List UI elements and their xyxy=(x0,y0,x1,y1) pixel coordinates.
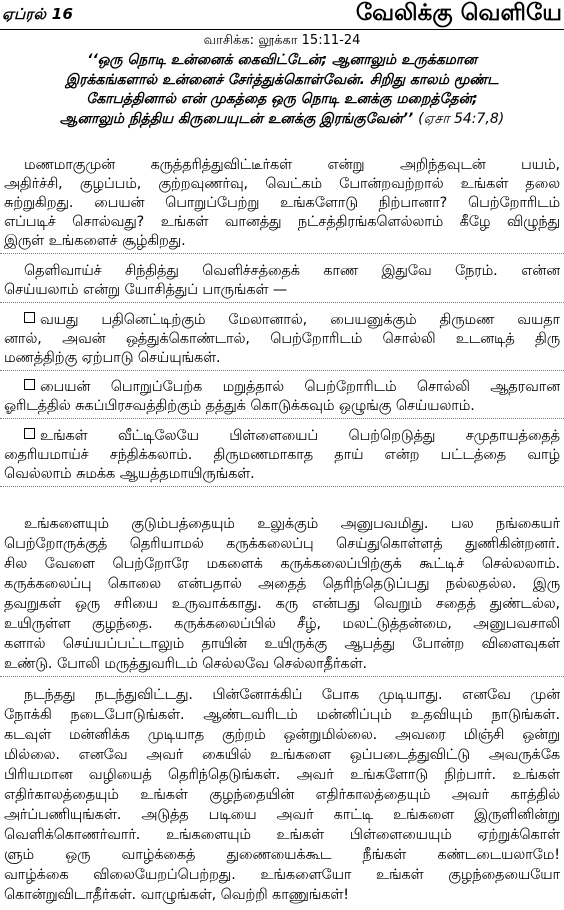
paragraph-line: மணத்திற்கு ஏற்பாடு செய்யுங்கள். xyxy=(4,350,221,366)
paragraph-line: மில்லை. எனவே அவர் கையில் உங்களை ஒப்படைத்துவிட்டு அவருக்கே xyxy=(4,747,560,763)
checkbox-square-icon xyxy=(24,428,35,439)
divider xyxy=(0,302,564,303)
key-verse xyxy=(4,51,560,129)
verse-line: ‘‘ஒரு நொடி உன்னைக் கைவிட்டேன்; ஆனாலும் உருக்கமான xyxy=(87,52,477,68)
divider xyxy=(0,418,564,419)
verse-line: கோபத்தினால் என் முகத்தை ஒரு நொடி உனக்கு மறைத்தேன்; xyxy=(86,91,478,107)
paragraph-line: னால், அவன் ஒத்துக்கொண்டால், பெற்றோரிடம் சொல்லி உடனடித் திரு xyxy=(4,331,560,347)
verse-line-last xyxy=(4,110,560,130)
page-title: வேலிக்கு வெளியே xyxy=(355,0,562,26)
paragraph-line: தவறுகள் ஒரு சரியை உருவாக்காது. கரு என்பது வெறும் சதைத் துண்டல்ல, xyxy=(4,596,560,612)
paragraph-line: நடந்தது நடந்துவிட்டது. பின்னோக்கிப் போக முடியாது. எனவே முன் xyxy=(24,687,560,703)
divider xyxy=(0,253,564,254)
paragraph-line: வெல்லாம் சுமக்க ஆயத்தமாயிருங்கள். xyxy=(4,466,255,482)
paragraph-line: பெற்றோருக்குத் தெரியாமல் கருக்கலைப்பு செய்துகொள்ளத் துணிகின்றனர். xyxy=(4,536,560,552)
paragraph-line: உண்டு. போலி மருத்துவரிடம் செல்லவே செல்லாதீர்கள். xyxy=(4,656,368,672)
paragraph-line: அதிர்ச்சி, குழப்பம், குற்றவுணர்வு, வெட்கம் போன்றவற்றால் உங்கள் தலை xyxy=(4,176,560,192)
checkbox-square-icon xyxy=(24,379,35,390)
paragraph-line: தெளிவாய்ச் சிந்தித்து வெளிச்சத்தைக் காண இதுவே நேரம். என்ன xyxy=(24,263,560,279)
divider xyxy=(0,486,564,487)
paragraph-line: கருக்கலைப்பு கொலை என்பதால் அதைத் தெரிந்தெடுப்பது நல்லதல்ல. இரு xyxy=(4,576,560,592)
page-header xyxy=(0,0,564,30)
bullet-item: உங்கள் வீட்டிலேயே பிள்ளையைப் பெற்றெடுத்து சமுதாயத்தைத் xyxy=(4,427,560,446)
paragraph-line: செய்யலாம் என்று யோசித்துப் பாருங்கள் — xyxy=(4,282,288,298)
paragraph-line: இருள் உங்களைச் சூழ்கிறது. xyxy=(4,233,186,249)
checkbox-square-icon xyxy=(24,312,35,323)
paragraph-line: பிரியமான வழியைத் தெரிந்தெடுங்கள். அவர் உங்களோடு நிற்பார். உங்கள் xyxy=(4,767,560,783)
paragraph-line: வெளிக்கொணர்வார். உங்களையும் உங்கள் பிள்ளையையும் ஏற்றுக்கொள் xyxy=(4,827,560,843)
header-divider xyxy=(0,29,564,30)
paragraph-line: ளும் ஒரு வாழ்க்கைத் துணையைக்கூட நீங்கள் கண்டடையலாமே! xyxy=(4,847,560,863)
divider xyxy=(0,370,564,371)
paragraph-line: சுற்றுகிறது. பையன் பொறுப்பேற்று உங்களோடு நிற்பானா? பெற்றோரிடம் xyxy=(4,195,560,211)
paragraph-line: எப்படிச் சொல்வது? உங்கள் வானத்து நட்சத்திரங்களெல்லாம் கீழே விழுந்து xyxy=(4,214,560,230)
paragraph-line: அர்ப்பணியுங்கள். அடுத்த படியை அவர் காட்டி உங்களை இருளினின்று xyxy=(4,807,560,823)
paragraph-line: மணமாகுமுன் கருத்தரித்துவிட்டீர்கள் என்று அறிந்தவுடன் பயம், xyxy=(24,157,560,173)
paragraph-line: உயிருள்ள குழந்தை. கருக்கலைப்பில் சீழ், மலட்டுத்தன்மை, அனுபவசாலி xyxy=(4,616,560,632)
verse-reference: (ஏசா 54:7,8) xyxy=(418,110,505,127)
paragraph-line: நோக்கி நடைபோடுங்கள். ஆண்டவரிடம் மன்னிப்பும் உதவியும் நாடுங்கள். xyxy=(4,707,560,723)
divider xyxy=(0,676,564,677)
paragraph-line: ஓரிடத்தில் சுகப்பிரசவத்திற்கும் தத்துக் கொடுக்கவும் ஒழுங்கு செய்யலாம். xyxy=(4,398,475,414)
paragraph-line: வாழ்க்கை விலையேறப்பெற்றது. உங்களையோ உங்கள் குழந்தையையோ xyxy=(4,867,560,883)
paragraph-line: எதிர்காலத்தையும் உங்கள் குழந்தையின் எதிர்காலத்தையும் அவர் காத்தில் xyxy=(4,787,560,803)
paragraph-line: களால் செய்யப்பட்டாலும் தாயின் உயிருக்கு ஆபத்து போன்ற விளைவுகள் xyxy=(4,636,560,652)
bullet-item: பையன் பொறுப்பேற்க மறுத்தால் பெற்றோரிடம் சொல்லி ஆதரவான xyxy=(4,378,560,397)
paragraph-line: தைரியமாய்ச் சந்திக்கலாம். திருமணமாகாத தாய் என்ற பட்டத்தை வாழ் xyxy=(4,447,560,463)
paragraph-line: சில வேளை பெற்றோரே மகளைக் கருக்கலைப்பிற்குக் கூட்டிச் செல்லலாம். xyxy=(4,556,560,572)
paragraph-line: கொன்றுவிடாதீர்கள். வாழுங்கள், வெற்றி காணுங்கள்! xyxy=(4,887,350,903)
scripture-reading: வாசிக்க: லூக்கா 15:11-24 xyxy=(203,33,361,48)
paragraph-line: கடவுள் மன்னிக்க முடியாத குற்றம் ஒன்றுமில்லை. அவரை மிஞ்சி ஒன்று xyxy=(4,727,560,743)
verse-line: ஆனாலும் நித்திய கிருபையுடன் உனக்கு இரங்குவேன்’’ xyxy=(59,110,414,127)
page-date: ஏப்ரல் 16 xyxy=(2,5,74,23)
verse-line: இரக்கங்களால் உன்னைச் சேர்த்துக்கொள்வேன். சிறிது காலம் மூண்ட xyxy=(65,71,499,88)
paragraph-line: உங்களையும் குடும்பத்தையும் உலுக்கும் அனுபவமிது. பல நங்கையர் xyxy=(24,516,560,532)
bullet-item: வயது பதினெட்டிற்கும் மேலானால், பையனுக்கும் திருமண வயதா xyxy=(4,311,560,330)
